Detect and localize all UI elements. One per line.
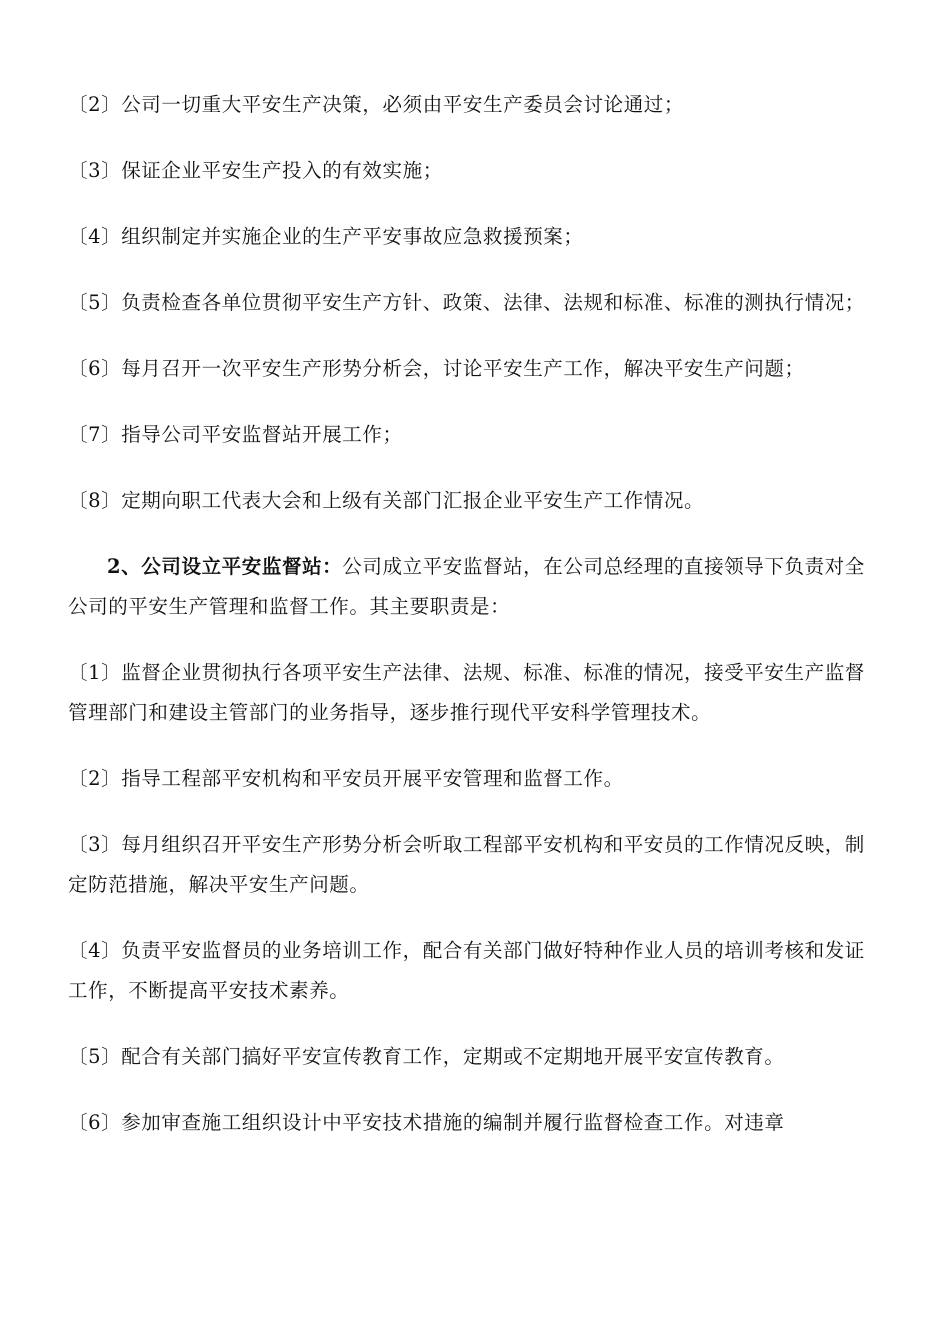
section-body: 公司成立平安监督站，在公司总经理的直接领导下负责对全公司的平安生产管理和监督工作。其主要职责是：: [68, 555, 865, 618]
list-item: 〔5〕配合有关部门搞好平安宣传教育工作，定期或不定期地开展平安宣传教育。: [68, 1045, 785, 1068]
document-page: [68, 85, 883, 1169]
list-item: 〔3〕保证企业平安生产投入的有效实施；: [68, 159, 443, 182]
list-item: 〔2〕指导工程部平安机构和平安员开展平安管理和监督工作。: [68, 767, 624, 790]
list-item: 〔2〕公司一切重大平安生产决策，必须由平安生产委员会讨论通过；: [68, 93, 685, 116]
list-item: 〔1〕监督企业贯彻执行各项平安生产法律、法规、标准、标准的情况，接受平安生产监督管理部门和建设主管部门的业务指导，逐步推行现代平安科学管理技术。: [68, 661, 865, 724]
list-item: 〔4〕负责平安监督员的业务培训工作，配合有关部门做好特种作业人员的培训考核和发证工作，不断提高平安技术素养。: [68, 939, 865, 1002]
section-paragraph: [68, 547, 883, 627]
list-item: 〔3〕每月组织召开平安生产形势分析会听取工程部平安机构和平安员的工作情况反映，制定防范措施，解决平安生产问题。: [68, 833, 865, 896]
list-item: 〔4〕组织制定并实施企业的生产平安事故应急救援预案；: [68, 225, 584, 248]
list-item: 〔5〕负责检查各单位贯彻平安生产方针、政策、法律、法规和标准、标准的测执行情况；: [68, 291, 865, 314]
list-item: 〔7〕指导公司平安监督站开展工作；: [68, 423, 403, 446]
section-heading: 2、公司设立平安监督站：: [107, 555, 343, 578]
list-item: 〔6〕参加审查施工组织设计中平安技术措施的编制并履行监督检查工作。对违章: [68, 1111, 785, 1134]
list-item: 〔6〕每月召开一次平安生产形势分析会，讨论平安生产工作，解决平安生产问题；: [68, 357, 805, 380]
list-item: 〔8〕定期向职工代表大会和上级有关部门汇报企业平安生产工作情况。: [68, 489, 705, 512]
